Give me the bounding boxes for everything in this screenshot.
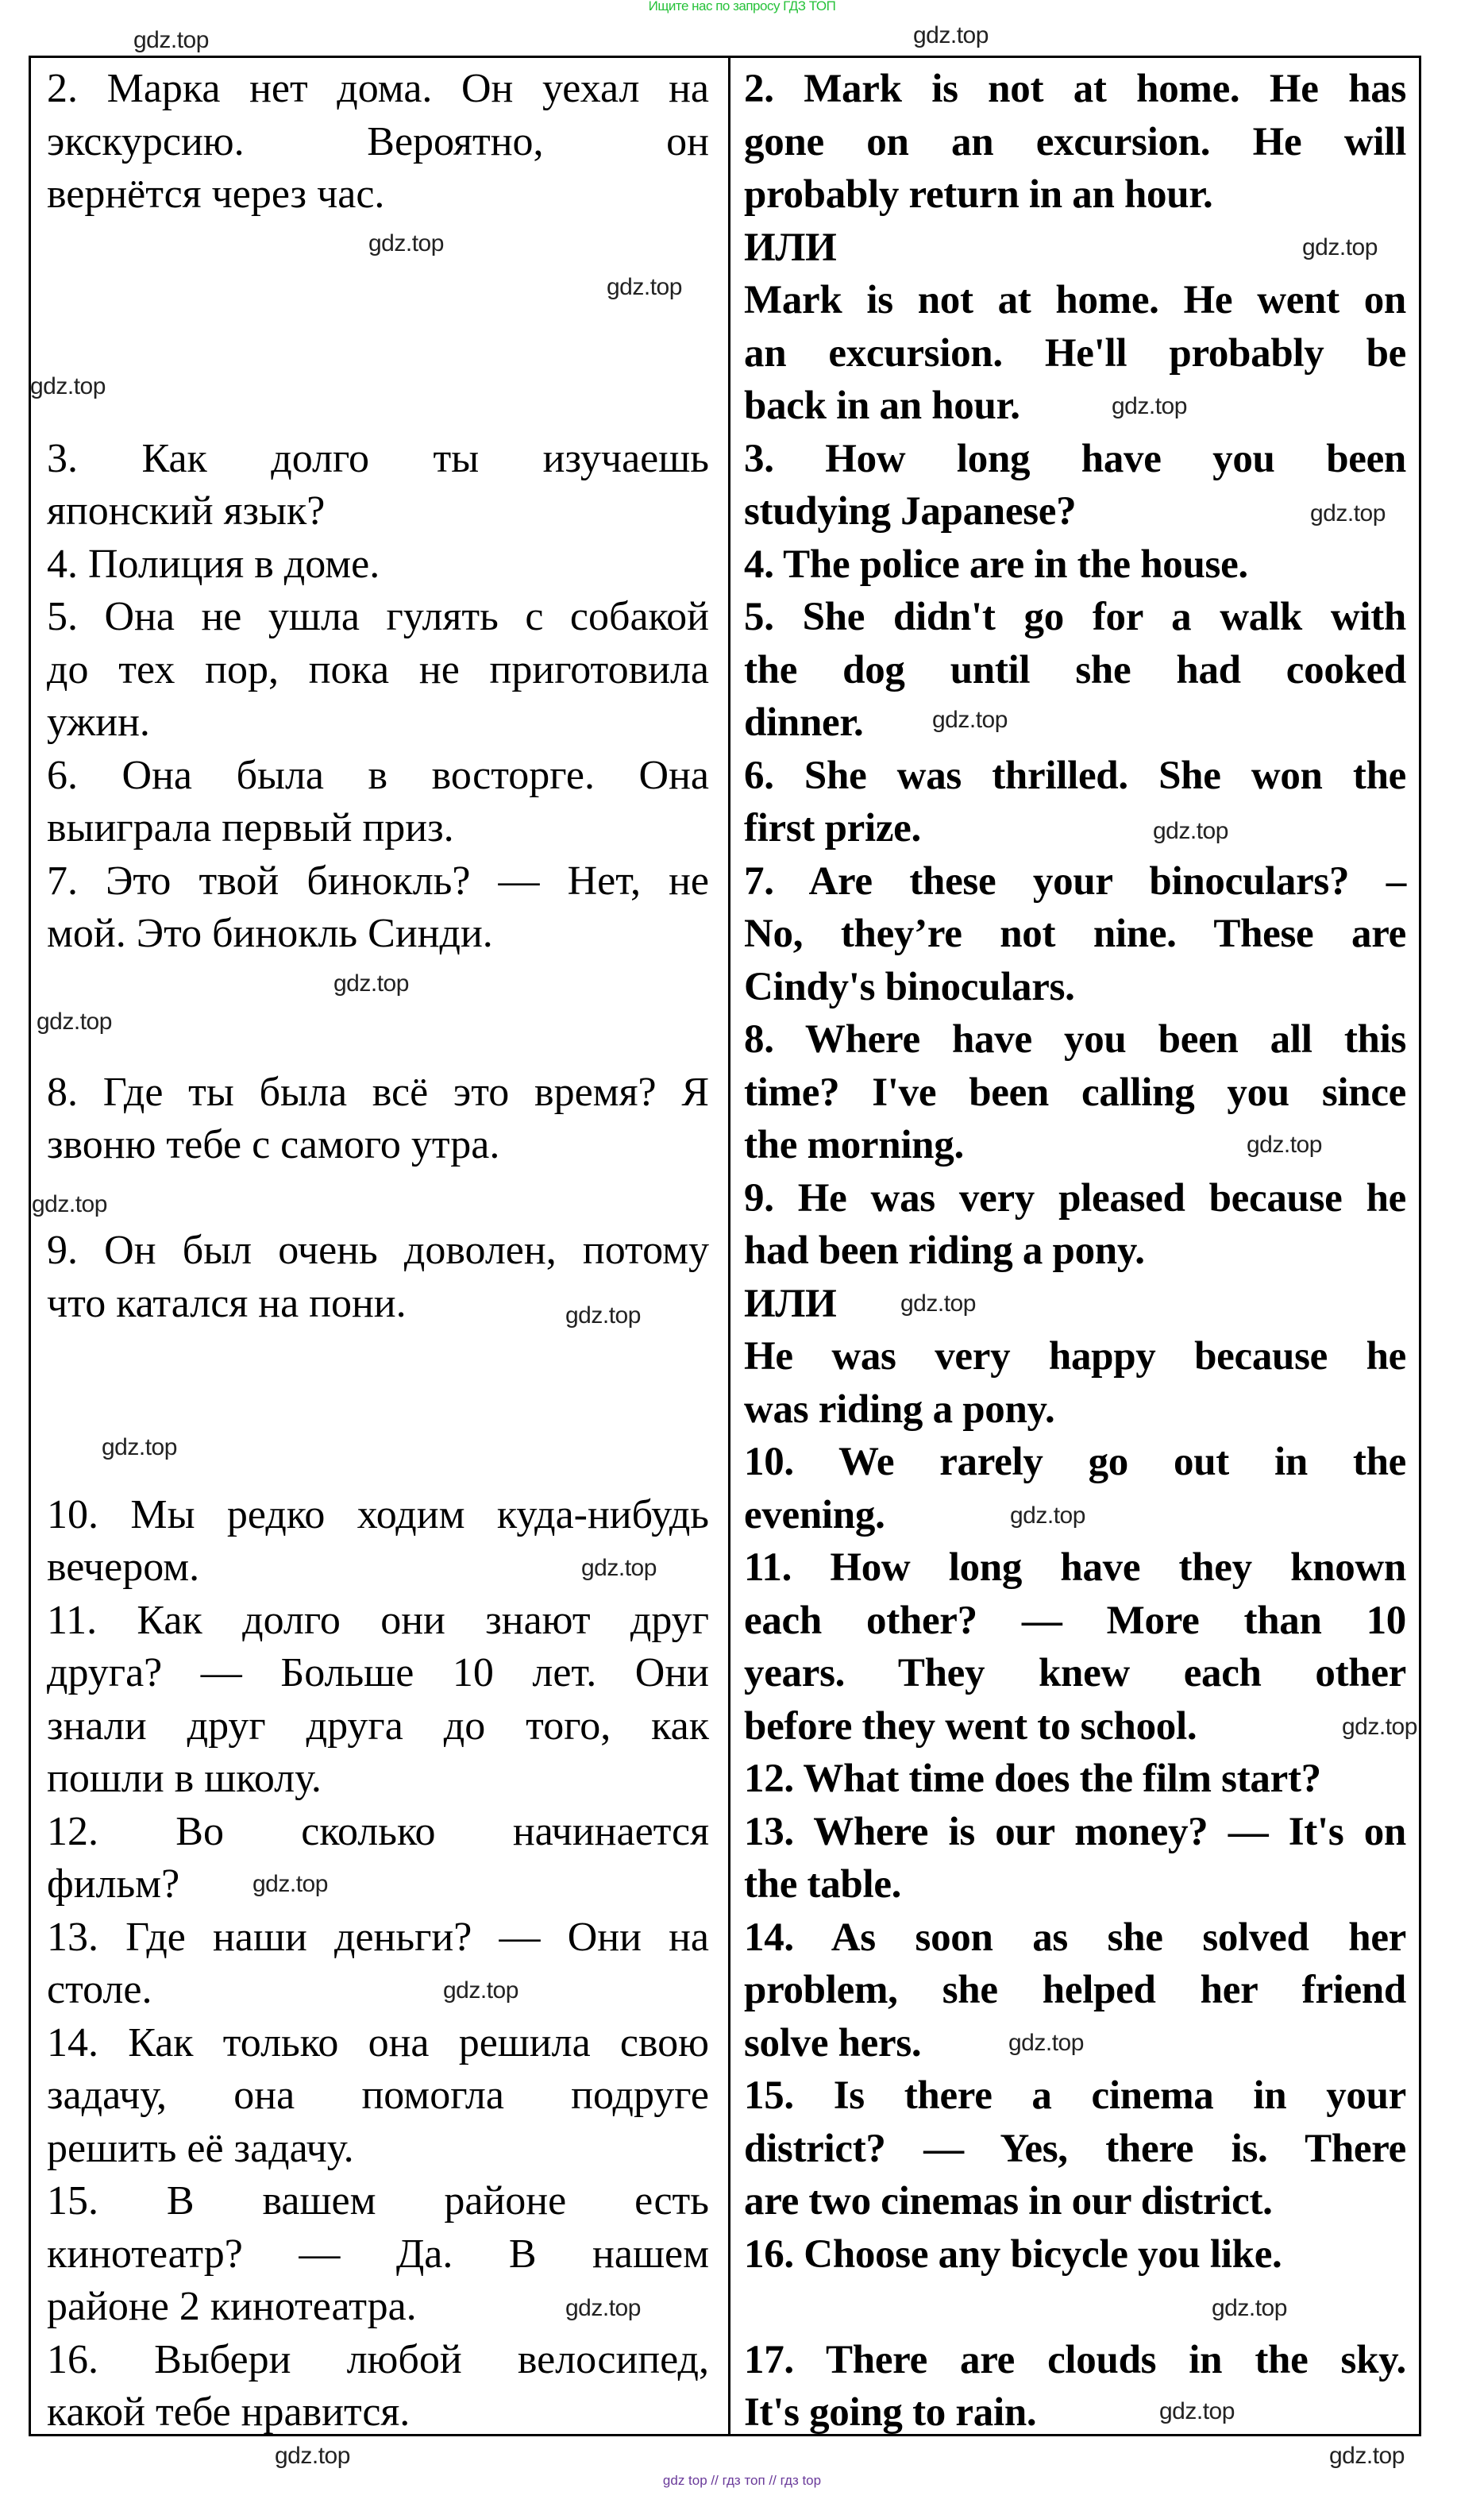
watermark-text: gdz.top <box>133 27 209 53</box>
text-line: 10. Мы редко ходим куда-нибудь <box>47 1491 709 1537</box>
text-line: 2. Марка нет дома. Он уехал на <box>47 66 709 111</box>
text-line: 6. Она была в восторге. Она <box>47 752 709 798</box>
text-line: знали друг друга до того, как <box>47 1703 709 1749</box>
blank-line <box>47 327 709 380</box>
watermark-text: gdz.top <box>1159 2398 1235 2424</box>
text-line: 3. Как долго ты изучаешь <box>47 435 709 481</box>
russian-sentence-item <box>47 2017 709 2176</box>
text-line: районе 2 кинотеатра. <box>47 2284 417 2329</box>
text-line: 11. Как долго они знают друг <box>47 1597 709 1643</box>
watermark-text: gdz.top <box>275 2443 350 2469</box>
english-translation-item <box>744 1541 1406 1753</box>
watermark-text: gdz.top <box>932 707 1008 733</box>
blank-line <box>47 1383 709 1437</box>
watermark-text: gdz.top <box>1153 818 1228 844</box>
english-translation-item <box>744 538 1406 592</box>
text-line: 14. As soon as she solved her <box>744 1915 1406 1960</box>
text-line: 3. How long have you been <box>744 436 1406 481</box>
text-line: мой. Это бинокль Синди. <box>47 911 493 956</box>
watermark-text: gdz.top <box>565 1302 641 1329</box>
text-line: 7. Это твой бинокль? — Нет, не <box>47 858 709 904</box>
blank-line <box>47 1013 709 1066</box>
russian-sentence-item <box>47 1595 709 1806</box>
text-line: years. They knew each other <box>744 1651 1406 1695</box>
text-line: кинотеатр? — Да. В нашем <box>47 2231 709 2277</box>
english-translation-item <box>744 2228 1406 2281</box>
english-translation-item <box>744 433 1406 538</box>
english-translation-item <box>744 274 1406 433</box>
text-line: No, they’re not nine. These are <box>744 912 1406 956</box>
text-line: 13. Where is our money? — It's on <box>744 1809 1406 1854</box>
english-column <box>744 63 1406 2440</box>
text-line: back in an hour. <box>744 384 1020 428</box>
russian-sentence-item <box>47 433 709 538</box>
text-line: 7. Are these your binoculars? – <box>744 858 1406 904</box>
english-translation-item <box>744 591 1406 750</box>
footer-watermark: gdz top // гдз топ // гдз top <box>662 2473 822 2488</box>
text-line: solve hers. <box>744 2020 922 2065</box>
watermark-text: gdz.top <box>252 1871 328 1897</box>
watermark-text: gdz.top <box>1329 2443 1405 2469</box>
text-line: district? — Yes, there is. There <box>744 2126 1406 2171</box>
text-line: 8. Где ты была всё это время? Я <box>47 1069 709 1115</box>
english-translation-item <box>744 1330 1406 1436</box>
text-line: друга? — Больше 10 лет. Они <box>47 1650 709 1695</box>
text-line: probably return in an hour. <box>744 172 1213 217</box>
text-line: He was very happy because he <box>744 1334 1406 1379</box>
russian-sentence-item <box>47 2334 709 2440</box>
english-translation-item <box>744 1806 1406 1911</box>
search-banner: Ищите нас по запросу ГДЗ ТОП <box>648 0 836 13</box>
text-line: 5. Она не ушла гулять с собакой <box>47 594 709 639</box>
english-translation-item <box>744 2334 1406 2440</box>
english-translation-item <box>744 1172 1406 1278</box>
text-line: 2. Mark is not at home. He has <box>744 67 1406 111</box>
russian-sentence-item <box>47 750 709 855</box>
text-line: ИЛИ <box>744 225 837 270</box>
text-line: 12. Во сколько начинается <box>47 1808 709 1854</box>
text-line: 16. Choose any bicycle you like. <box>744 2231 1282 2277</box>
text-line: the table. <box>744 1862 902 1907</box>
watermark-text: gdz.top <box>1008 2030 1084 2056</box>
text-line: 4. Полиция в доме. <box>47 541 380 587</box>
text-line: 14. Как только она решила свою <box>47 2019 709 2065</box>
watermark-text: gdz.top <box>900 1290 976 1317</box>
text-line: Cindy's binoculars. <box>744 964 1075 1009</box>
russian-sentence-item <box>47 1911 709 2017</box>
text-line: gone on an excursion. He will <box>744 119 1406 164</box>
text-line: time? I've been calling you since <box>744 1070 1406 1115</box>
watermark-text: gdz.top <box>913 22 989 48</box>
english-translation-item <box>744 63 1406 222</box>
watermark-text: gdz.top <box>1342 1714 1417 1740</box>
text-line: 9. He was very pleased because he <box>744 1175 1406 1221</box>
russian-sentence-item <box>47 538 709 592</box>
text-line: ужин. <box>47 700 150 745</box>
text-line: evening. <box>744 1492 885 1537</box>
text-line: вечером. <box>47 1545 200 1590</box>
text-line: 13. Где наши деньги? — Они на <box>47 1914 709 1960</box>
watermark-text: gdz.top <box>1212 2295 1287 2321</box>
blank-line <box>47 380 709 433</box>
text-line: was riding a pony. <box>744 1387 1055 1432</box>
text-line: решить её задачу. <box>47 2125 354 2171</box>
text-line: вернётся через час. <box>47 172 385 217</box>
text-line: 9. Он был очень доволен, потому <box>47 1228 709 1273</box>
text-line: японский язык? <box>47 488 326 534</box>
watermark-text: gdz.top <box>581 1555 657 1581</box>
text-line: столе. <box>47 1967 152 2012</box>
blank-line <box>47 1330 709 1383</box>
text-line: an excursion. He'll probably be <box>744 330 1406 376</box>
russian-sentence-item <box>47 63 709 222</box>
watermark-text: gdz.top <box>565 2295 641 2321</box>
text-line: 17. There are clouds in the sky. <box>744 2337 1406 2382</box>
blank-line <box>47 1172 709 1225</box>
watermark-text: gdz.top <box>368 230 444 256</box>
text-line: выиграла первый приз. <box>47 805 454 850</box>
text-line: the morning. <box>744 1123 964 1167</box>
english-translation-item <box>744 750 1406 855</box>
text-line: Mark is not at home. He went on <box>744 278 1406 322</box>
watermark-text: gdz.top <box>37 1009 112 1035</box>
text-line: что катался на пони. <box>47 1280 407 1326</box>
english-translation-item <box>744 855 1406 1014</box>
text-line: 16. Выбери любой велосипед, <box>47 2336 709 2382</box>
text-line: are two cinemas in our district. <box>744 2179 1273 2224</box>
watermark-text: gdz.top <box>32 1191 107 1217</box>
watermark-text: gdz.top <box>102 1434 177 1460</box>
text-line: ИЛИ <box>744 1281 837 1326</box>
russian-sentence-item <box>47 1806 709 1911</box>
text-line: the dog until she had cooked <box>744 647 1406 692</box>
text-line: before they went to school. <box>744 1703 1197 1749</box>
text-line: first prize. <box>744 806 921 850</box>
russian-sentence-item <box>47 591 709 750</box>
text-line: 4. The police are in the house. <box>744 542 1248 587</box>
text-line: studying Japanese? <box>744 489 1077 534</box>
text-line: до тех пор, пока не приготовила <box>47 646 709 692</box>
text-line: problem, she helped her friend <box>744 1968 1406 2012</box>
answer-table <box>29 56 1421 2436</box>
watermark-text: gdz.top <box>443 1977 518 2004</box>
watermark-text: gdz.top <box>333 970 409 997</box>
text-line: 8. Where have you been all this <box>744 1017 1406 1062</box>
text-line: dinner. <box>744 700 864 745</box>
text-line: какой тебе нравится. <box>47 2389 411 2435</box>
text-line: звоню тебе с самого утра. <box>47 1122 500 1167</box>
watermark-text: gdz.top <box>1302 234 1378 260</box>
text-line: задачу, она помогла подруге <box>47 2073 709 2118</box>
russian-sentence-item <box>47 855 709 961</box>
english-translation-item <box>744 2069 1406 2228</box>
watermark-text: gdz.top <box>1247 1132 1322 1158</box>
watermark-text: gdz.top <box>607 274 682 300</box>
text-line: 15. Is there a cinema in your <box>744 2073 1406 2118</box>
english-translation-item <box>744 1278 1406 1331</box>
text-line: 6. She was thrilled. She won the <box>744 753 1406 798</box>
text-line: пошли в школу. <box>47 1756 322 1801</box>
text-line: It's going to rain. <box>744 2390 1037 2435</box>
text-line: фильм? <box>47 1861 180 1907</box>
watermark-text: gdz.top <box>30 373 106 399</box>
column-divider <box>728 58 730 2434</box>
text-line: 15. В вашем районе есть <box>47 2178 709 2224</box>
text-line: 5. She didn't go for a walk with <box>744 595 1406 639</box>
russian-column <box>47 63 709 2440</box>
text-line: экскурсию. Вероятно, он <box>47 118 709 164</box>
english-translation-item <box>744 1753 1406 1806</box>
watermark-text: gdz.top <box>1010 1502 1085 1529</box>
text-line: 10. We rarely go out in the <box>744 1440 1406 1484</box>
text-line: each other? — More than 10 <box>744 1598 1406 1643</box>
blank-line <box>744 2281 1406 2334</box>
watermark-text: gdz.top <box>1112 393 1187 419</box>
text-line: 11. How long have they known <box>744 1545 1406 1590</box>
watermark-text: gdz.top <box>1310 500 1386 526</box>
russian-sentence-item <box>47 1066 709 1172</box>
text-line: 12. What time does the film start? <box>744 1757 1321 1801</box>
text-line: had been riding a pony. <box>744 1228 1145 1273</box>
